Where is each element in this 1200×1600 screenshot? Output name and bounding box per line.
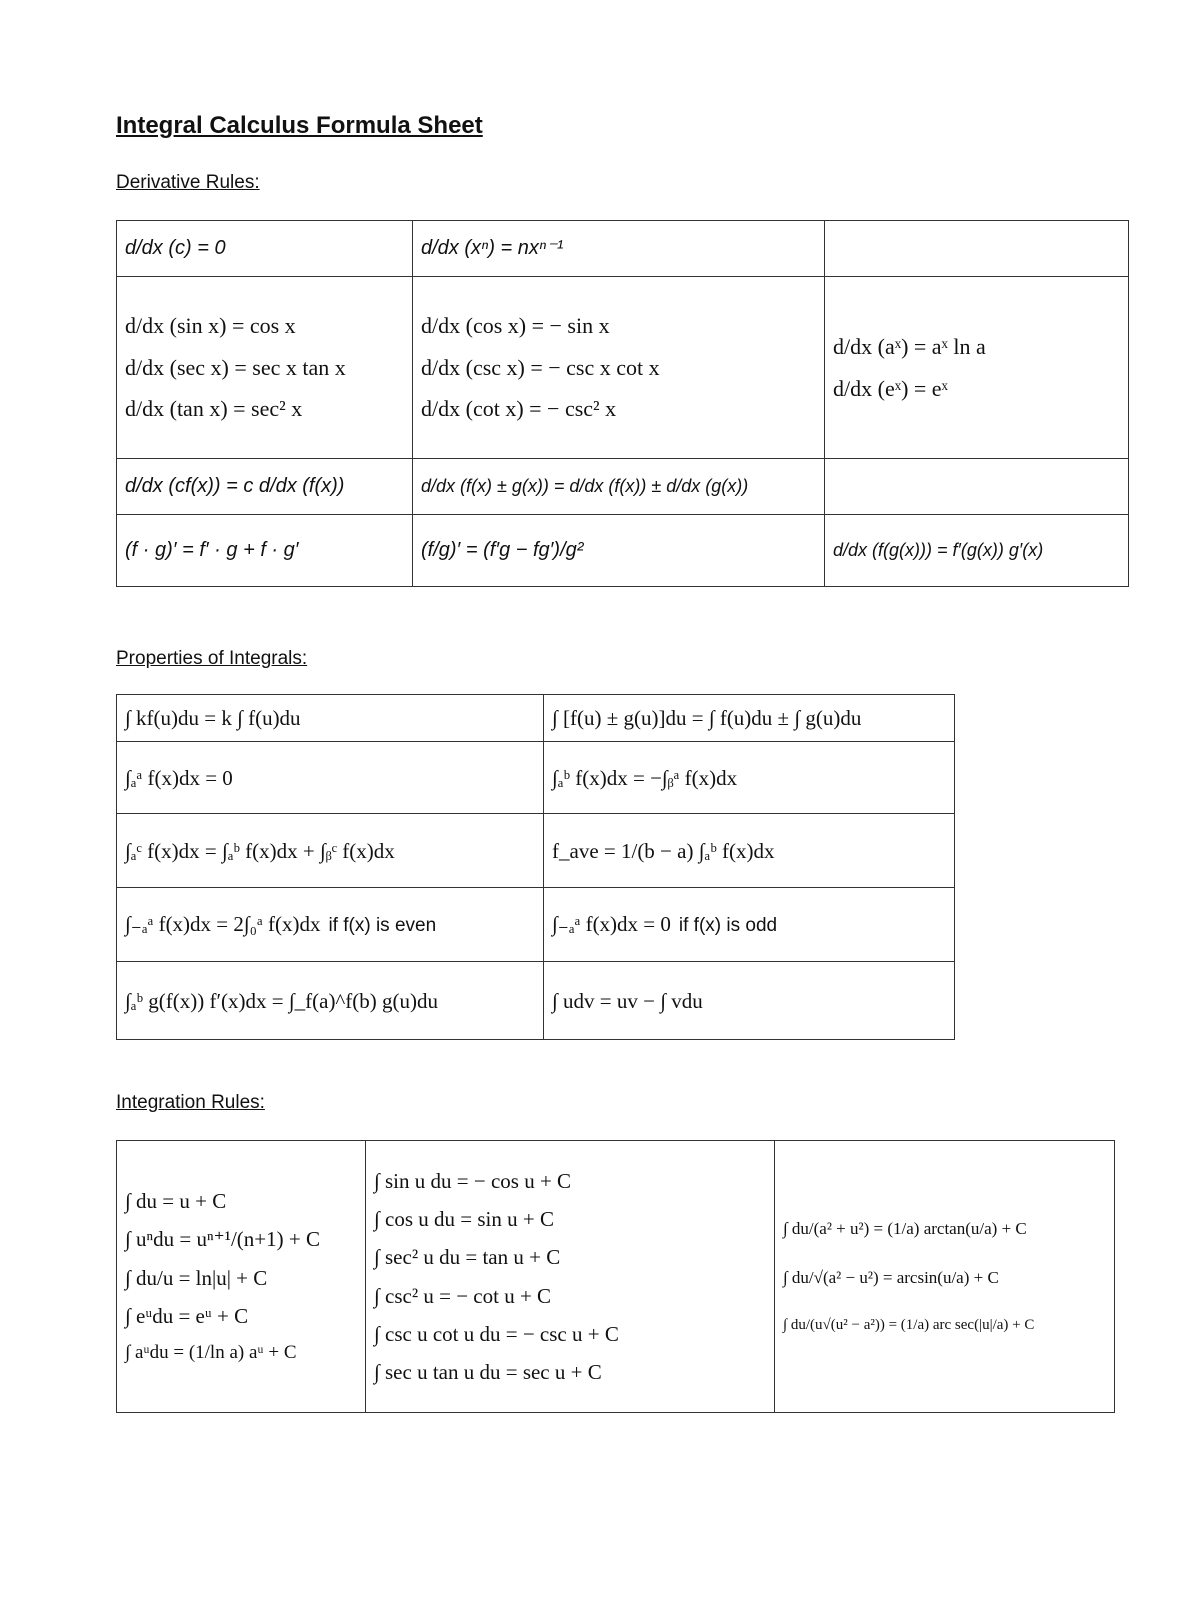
- formula: ∫ udv = uv − ∫ vdu: [552, 988, 703, 1013]
- derivative-rules-heading: Derivative Rules:: [116, 172, 260, 193]
- formula: ∫ sin u du = − cos u + C: [374, 1168, 572, 1193]
- formula: ∫ du/(u√(u² − a²)) = (1/a) arc sec(|u|/a) + C: [783, 1317, 1035, 1334]
- formula-cell: [117, 515, 413, 587]
- formula-cell: [117, 459, 413, 515]
- formula: ∫ csc² u = − cot u + C: [374, 1283, 552, 1308]
- formula: ∫ₐᵇ f(x)dx = −∫ᵦᵃ f(x)dx: [552, 765, 738, 790]
- formula: d/dx (eˣ) = eˣ: [833, 375, 948, 401]
- formula: ∫ du/(a² + u²) = (1/a) arctan(u/a) + C: [783, 1218, 1027, 1238]
- table-row: [117, 459, 1129, 515]
- formula: ∫ sec² u du = tan u + C: [374, 1245, 561, 1270]
- formula: ∫ aᵘdu = (1/ln a) aᵘ + C: [125, 1342, 297, 1364]
- formula: d/dx (xⁿ) = nxⁿ⁻¹: [421, 237, 564, 259]
- formula: d/dx (cf(x)) = c d/dx (f(x)): [125, 475, 345, 497]
- table-row: [117, 277, 1129, 459]
- formula-cell: [413, 277, 825, 459]
- table-row: [117, 695, 955, 742]
- formula: d/dx (f(x) ± g(x)) = d/dx (f(x)) ± d/dx (g(x)): [421, 476, 749, 497]
- formula-cell: [117, 962, 544, 1040]
- formula-cell: [825, 459, 1129, 515]
- formula: d/dx (f(g(x))) = f′(g(x)) g′(x): [833, 540, 1044, 561]
- condition-text: if f(x) is odd: [678, 915, 778, 937]
- formula-cell: [413, 221, 825, 277]
- formula-cell: [117, 277, 413, 459]
- table-row: [117, 515, 1129, 587]
- formula: ∫ eᵘdu = eᵘ + C: [125, 1303, 249, 1328]
- condition-text: if f(x) is even: [328, 915, 437, 937]
- formula: ∫ cos u du = sin u + C: [374, 1207, 554, 1231]
- formula-cell: [775, 1141, 1115, 1413]
- formula: (f/g)′ = (f′g − fg′)/g²: [421, 539, 584, 561]
- formula: d/dx (sec x) = sec x tan x: [125, 354, 346, 380]
- table-row: [117, 742, 955, 814]
- properties-of-integrals-heading: Properties of Integrals:: [116, 648, 308, 669]
- formula: ∫ₐᵇ g(f(x)) f′(x)dx = ∫_f(a)^f(b) g(u)du: [125, 988, 439, 1013]
- formula-cell: [117, 1141, 366, 1413]
- formula: d/dx (sin x) = cos x: [125, 313, 296, 339]
- derivative-rules-table: [116, 220, 1129, 587]
- formula-cell: [825, 221, 1129, 277]
- formula-cell: [544, 888, 955, 962]
- formula: ∫ uⁿdu = uⁿ⁺¹/(n+1) + C: [125, 1227, 320, 1252]
- formula-cell: [117, 814, 544, 888]
- formula: ∫ du/√(a² − u²) = arcsin(u/a) + C: [783, 1268, 999, 1288]
- formula: f_ave = 1/(b − a) ∫ₐᵇ f(x)dx: [552, 838, 775, 863]
- table-row: [117, 221, 1129, 277]
- formula: d/dx (c) = 0: [125, 237, 226, 259]
- formula: ∫ kf(u)du = k ∫ f(u)du: [125, 706, 301, 730]
- formula-cell: [825, 277, 1129, 459]
- formula: ∫ csc u cot u du = − csc u + C: [374, 1321, 619, 1346]
- formula: [552, 911, 946, 938]
- formula: d/dx (csc x) = − csc x cot x: [421, 354, 660, 380]
- formula: ∫ [f(u) ± g(u)]du = ∫ f(u)du ± ∫ g(u)du: [552, 706, 862, 730]
- properties-table: [116, 694, 955, 1040]
- table-row: [117, 1141, 1115, 1413]
- formula-cell: [544, 962, 955, 1040]
- formula-cell: [413, 515, 825, 587]
- formula: ∫ₐᵃ f(x)dx = 0: [125, 765, 233, 790]
- formula: (f · g)′ = f′ · g + f · g′: [125, 539, 299, 561]
- formula-cell: [544, 742, 955, 814]
- formula: d/dx (aˣ) = aˣ ln a: [833, 334, 986, 359]
- formula-cell: [825, 515, 1129, 587]
- formula: d/dx (cot x) = − csc² x: [421, 396, 617, 422]
- formula: ∫ du = u + C: [125, 1189, 227, 1214]
- integration-rules-table: [116, 1140, 1115, 1413]
- formula: ∫ₐᶜ f(x)dx = ∫ₐᵇ f(x)dx + ∫ᵦᶜ f(x)dx: [125, 838, 395, 863]
- formula-expression: ∫₋ₐᵃ f(x)dx = 2∫₀ᵃ f(x)dx: [125, 912, 321, 937]
- formula: d/dx (cos x) = − sin x: [421, 313, 610, 339]
- formula: ∫ sec u tan u du = sec u + C: [374, 1360, 602, 1384]
- page-title: Integral Calculus Formula Sheet: [116, 112, 483, 139]
- table-row: [117, 888, 955, 962]
- table-row: [117, 962, 955, 1040]
- formula-cell: [117, 221, 413, 277]
- formula-cell: [117, 695, 544, 742]
- formula: ∫ du/u = ln|u| + C: [125, 1265, 268, 1290]
- formula-cell: [544, 695, 955, 742]
- formula-cell: [544, 814, 955, 888]
- table-row: [117, 814, 955, 888]
- formula-cell: [366, 1141, 775, 1413]
- formula-cell: [413, 459, 825, 515]
- formula: [125, 911, 535, 938]
- formula-cell: [117, 888, 544, 962]
- formula: d/dx (tan x) = sec² x: [125, 396, 303, 422]
- formula-cell: [117, 742, 544, 814]
- formula-expression: ∫₋ₐᵃ f(x)dx = 0: [552, 912, 671, 937]
- integration-rules-heading: Integration Rules:: [116, 1092, 265, 1113]
